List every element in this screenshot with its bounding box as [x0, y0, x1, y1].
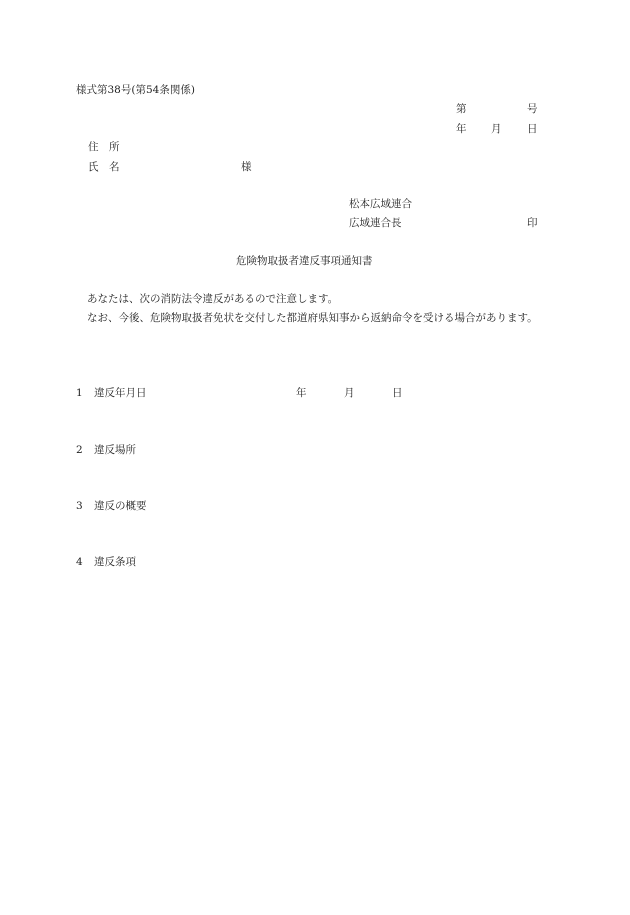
item-number: 3	[76, 500, 83, 512]
doc-number-prefix: 第	[456, 103, 467, 115]
item-label-violation-date: 違反年月日	[94, 387, 147, 399]
violation-date-day-label: 日	[392, 387, 403, 399]
date-year-label: 年	[456, 123, 467, 135]
body-paragraph-warning: なお、今後、危険物取扱者免状を交付した都道府県知事から返納命令を受ける場合があります。	[87, 312, 538, 324]
item-number: 4	[76, 556, 83, 568]
item-number: 2	[76, 444, 83, 456]
date-day-label: 日	[527, 123, 538, 135]
item-number: 1	[76, 387, 83, 399]
doc-number-suffix: 号	[527, 103, 538, 115]
sender-title: 広域連合長	[349, 217, 402, 229]
recipient-honorific: 様	[241, 161, 252, 173]
violation-date-year-label: 年	[296, 387, 307, 399]
item-label-violation-place: 違反場所	[94, 444, 136, 456]
date-month-label: 月	[491, 123, 502, 135]
recipient-address-label: 住 所	[88, 141, 120, 153]
sender-seal: 印	[527, 217, 538, 229]
body-paragraph-notice: あなたは、次の消防法令違反があるので注意します。	[87, 293, 339, 305]
item-label-violation-summary: 違反の概要	[94, 500, 147, 512]
item-label-violation-clause: 違反条項	[94, 556, 136, 568]
form-label: 様式第38号(第54条関係)	[76, 84, 195, 96]
violation-date-month-label: 月	[344, 387, 355, 399]
recipient-name-label: 氏 名	[88, 161, 120, 173]
sender-organization: 松本広域連合	[349, 198, 412, 210]
document-title: 危険物取扱者違反事項通知書	[236, 255, 373, 267]
